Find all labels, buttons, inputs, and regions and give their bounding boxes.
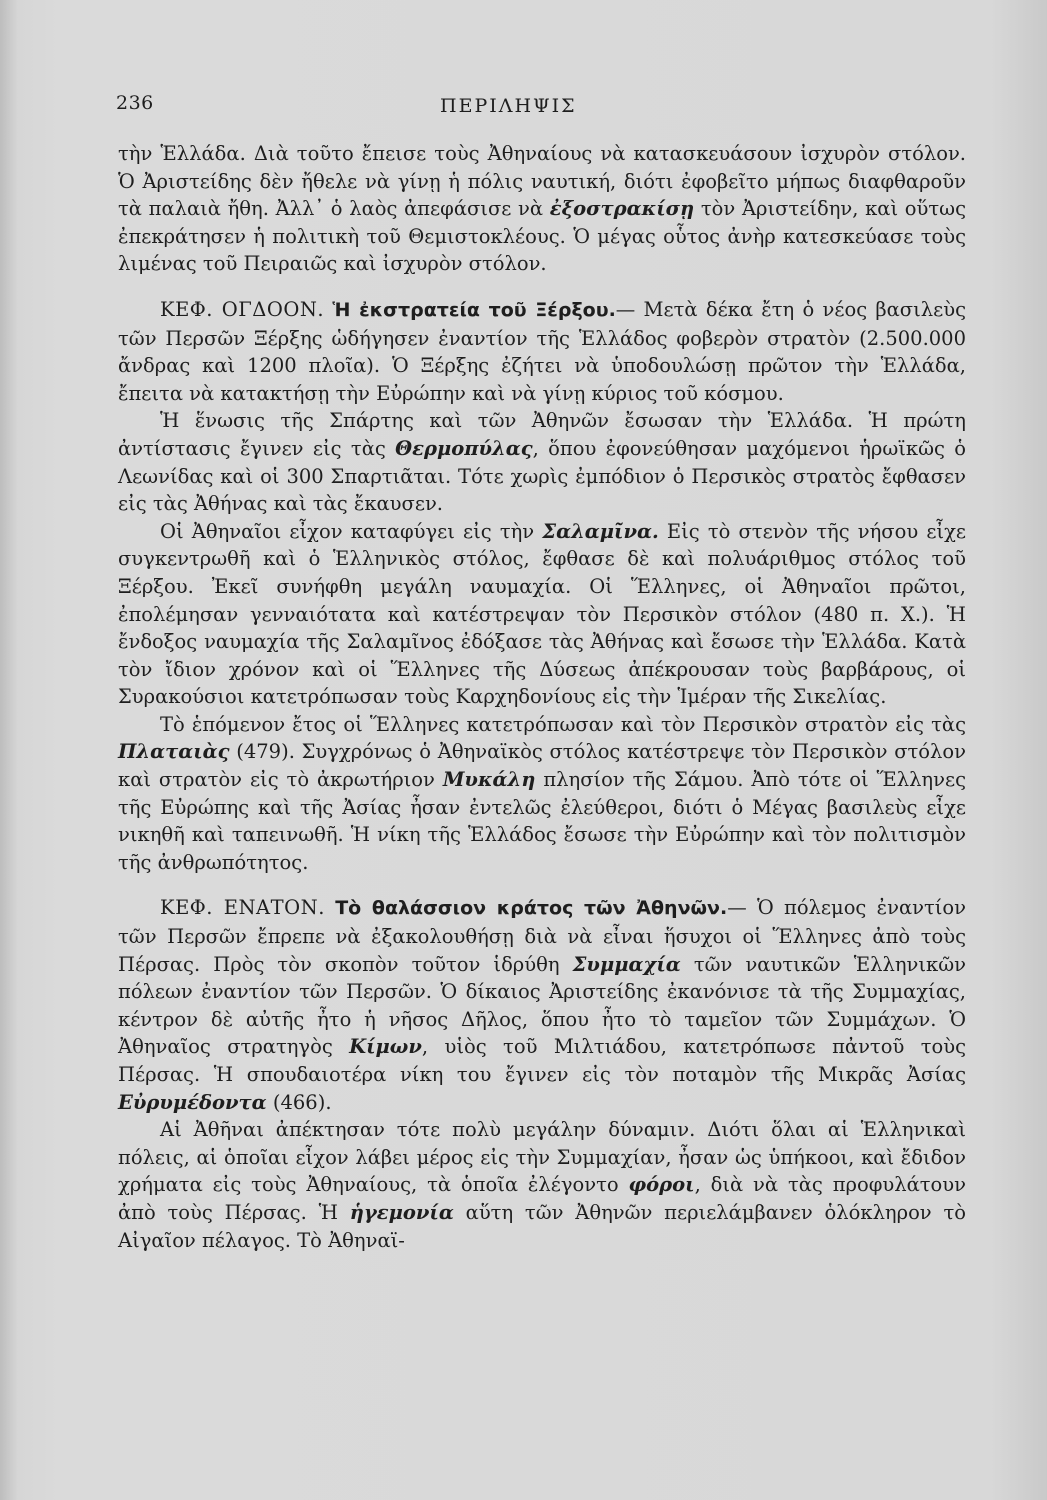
text-run: (479). Συγχρόνως ὁ Ἀθηναϊκὸς στόλος κατέστρεψε τὸν Περσικὸν στόλον καὶ στρατὸν εἰς τὸ ἀκρωτήριον — [118, 740, 966, 792]
emphasis-term: Θερμοπύλας — [395, 436, 533, 460]
text-run: — Μετὰ δέκα ἔτη ὁ νέος βασιλεὺς τῶν Περσῶν Ξέρξης ὡδήγησεν ἐναντίον τῆς Ἑλλάδος φοβερὸν στρατὸν (2.500.000 ἄνδρας καὶ 1200 πλοῖα). Ὁ Ξέρξης ἐζήτει νὰ ὑποδουλώσῃ πρῶτον τὴν Ἑλλάδα, ἔπειτα νὰ κατακτήσῃ τὴν Εὐρώπην καὶ νὰ γίνῃ κύριος τοῦ κόσμου. — [118, 297, 967, 405]
paragraph-4 — [118, 711, 966, 877]
text-run: πλησίον τῆς Σάμου. Ἀπὸ τότε οἱ Ἕλληνες τῆς Εὐρώπης καὶ τῆς Ἀσίας ἦσαν ἐντελῶς ἐλεύθεροι, διότι ὁ Μέγας βασιλεὺς εἶχε νικηθῆ καὶ ταπεινωθῆ. Ἡ νίκη τῆς Ἑλλάδος ἔσωσε τὴν Εὐρώπην καὶ τὸν πολιτισμὸν τῆς ἀνθρωπότητος. — [118, 768, 966, 874]
chapter-9-paragraph — [118, 894, 966, 1116]
text-run: τῶν ναυτικῶν Ἑλληνικῶν πόλεων ἐναντίον τῶν Περσῶν. Ὁ δίκαιος Ἀριστείδης ἐκανόνισε τὰ τῆς Συμμαχίας, κέντρον δὲ αὐτῆς ἦτο ἡ νῆσος Δῆλος, ὅπου ἦτο τὸ ταμεῖον τῶν Συμμάχων. Ὁ Ἀθηναῖος στρατηγὸς — [118, 952, 967, 1059]
paragraph-3 — [118, 518, 966, 711]
chapter-8-paragraph — [118, 296, 966, 407]
chapter-label: ΚΕΦ. ΟΓΔΟΟΝ. — [160, 297, 325, 321]
text-run: τὴν Ἑλλάδα. Διὰ τοῦτο ἔπεισε τοὺς Ἀθηναίους νὰ κατασκευάσουν ἰσχυρὸν στόλον. Ὁ Ἀριστείδης δὲν ἤθελε νὰ γίνῃ ἡ πόλις ναυτική, διότι ἐφοβεῖτο μήπως διαφθαροῦν τὰ παλαιὰ ἤθη. Ἀλλ᾽ ὁ λαὸς ἀπεφάσισε νὰ — [118, 142, 966, 221]
text-run: , διὰ νὰ τὰς προφυλάτουν ἀπὸ τοὺς Πέρσας. Ἡ — [118, 1173, 966, 1224]
running-head: ΠΕΡΙΛΗΨΙΣ — [440, 95, 577, 117]
body-text — [118, 140, 966, 1254]
text-run: Ἡ ἕνωσις τῆς Σπάρτης καὶ τῶν Ἀθηνῶν ἔσωσαν τὴν Ἑλλάδα. Ἡ πρώτη ἀντίστασις ἔγινεν εἰς τὰς — [118, 409, 966, 460]
emphasis-term: Μυκάλη — [442, 768, 536, 792]
paragraph-2 — [118, 407, 966, 517]
chapter-title: Ἡ ἐκστρατεία τοῦ Ξέρξου. — [332, 298, 616, 321]
emphasis-term: ἡγεμονία — [349, 1200, 454, 1224]
chapter-title: Τὸ θαλάσσιον κράτος τῶν Ἀθηνῶν. — [335, 897, 728, 920]
text-run: , υἱὸς τοῦ Μιλτιάδου, κατετρόπωσε πἀντοῦ τοὺς Πέρσας. Ἡ σπουδαιοτέρα νίκη του ἔγινεν εἰς τὸν ποταμὸν τῆς Μικρᾶς Ἀσίας — [118, 1035, 966, 1086]
text-run: (466). — [266, 1090, 332, 1114]
paragraph-5 — [118, 1116, 966, 1254]
text-run: τὸν Ἀριστείδην, καὶ οὕτως ἐπεκράτησεν ἡ πολιτικὴ τοῦ Θεμιστοκλέους. Ὁ μέγας οὗτος ἀνὴρ κατεσκεύασε τοὺς λιμένας τοῦ Πειραιῶς καὶ ἰσχυρὸν στόλον. — [118, 197, 966, 276]
text-run: Εἰς τὸ στενὸν τῆς νήσου εἶχε συγκεντρωθῆ καὶ ὁ Ἑλληνικὸς στόλος, ἔφθασε δὲ καὶ πολυάριθμος στόλος τοῦ Ξέρξου. Ἐκεῖ συνήφθη μεγάλη ναυμαχία. Οἱ Ἕλληνες, οἱ Ἀθηναῖοι πρῶτοι, ἐπολέμησαν γενναιότατα καὶ κατέστρεψαν τὸν Περσικὸν στόλον (480 π. Χ.). Ἡ ἔνδοξος ναυμαχία τῆς Σαλαμῖνος ἐδόξασε τὰς Ἀθήνας καὶ ἔσωσε τὴν Ἑλλάδα. Κατὰ τὸν ἴδιον χρόνον καὶ οἱ Ἕλληνες τῆς Δύσεως ἀπέκρουσαν τοὺς βαρβάρους, οἱ Συρακούσιοι κατετρόπωσαν τοὺς Καρχηδονίους εἰς τὴν Ἱμέραν τῆς Σικελίας. — [118, 519, 966, 709]
emphasis-term: φόροι — [628, 1173, 695, 1197]
chapter-label: ΚΕΦ. ΕΝΑΤΟΝ. — [160, 896, 325, 920]
text-run: Τὸ ἑπόμενον ἔτος οἱ Ἕλληνες κατετρόπωσαν καὶ τὸν Περσικὸν στρατὸν εἰς τὰς — [160, 712, 966, 736]
page-number: 236 — [116, 92, 154, 114]
text-run: , ὅπου ἐφονεύθησαν μαχόμενοι ἡρωϊκῶς ὁ Λεωνίδας καὶ οἱ 300 Σπαρτιᾶται. Τότε χωρὶς ἐμπόδιον ὁ Περσικὸς στρατὸς ἔφθασεν εἰς τὰς Ἀθήνας καὶ τὰς ἔκαυσεν. — [118, 436, 966, 516]
emphasis-term: Κίμων — [349, 1035, 422, 1059]
emphasis-term: Εὐρυμέδοντα — [118, 1090, 267, 1114]
text-run: Αἱ Ἀθῆναι ἀπέκτησαν τότε πολὺ μεγάλην δύναμιν. Διότι ὅλαι αἱ Ἑλληνικαὶ πόλεις, αἱ ὁποῖαι εἶχον λάβει μέρος εἰς τὴν Συμμαχίαν, ἦσαν ὡς ὑπήκοοι, καὶ ἔδιδον χρήματα εἰς τοὺς Ἀθηναίους, τὰ ὁποῖα ἐλέγοντο — [118, 1118, 966, 1197]
text-run: αὕτη τῶν Ἀθηνῶν περιελάμβανεν ὁλόκληρον τὸ Αἰγαῖον πέλαγος. Τὸ Ἀθηναϊ- — [118, 1200, 966, 1252]
emphasis-term: Πλαταιὰς — [118, 740, 230, 764]
emphasis-term: Συμμαχία — [572, 952, 681, 976]
emphasis-term: Σαλαμῖνα. — [542, 519, 659, 543]
emphasis-term: ἐξοστρακίσῃ — [549, 197, 695, 221]
text-run: — Ὁ πόλεμος ἐναντίον τῶν Περσῶν ἔπρεπε νὰ ἐξακολουθήσῃ διὰ νὰ εἶναι ἥσυχοι οἱ Ἕλληνες ἀπὸ τοὺς Πέρσας. Πρὸς τὸν σκοπὸν τοῦτον ἱδρύθη — [118, 896, 966, 976]
text-run: Οἱ Ἀθηναῖοι εἶχον καταφύγει εἰς τὴν — [160, 519, 543, 543]
paragraph-1 — [118, 140, 966, 278]
